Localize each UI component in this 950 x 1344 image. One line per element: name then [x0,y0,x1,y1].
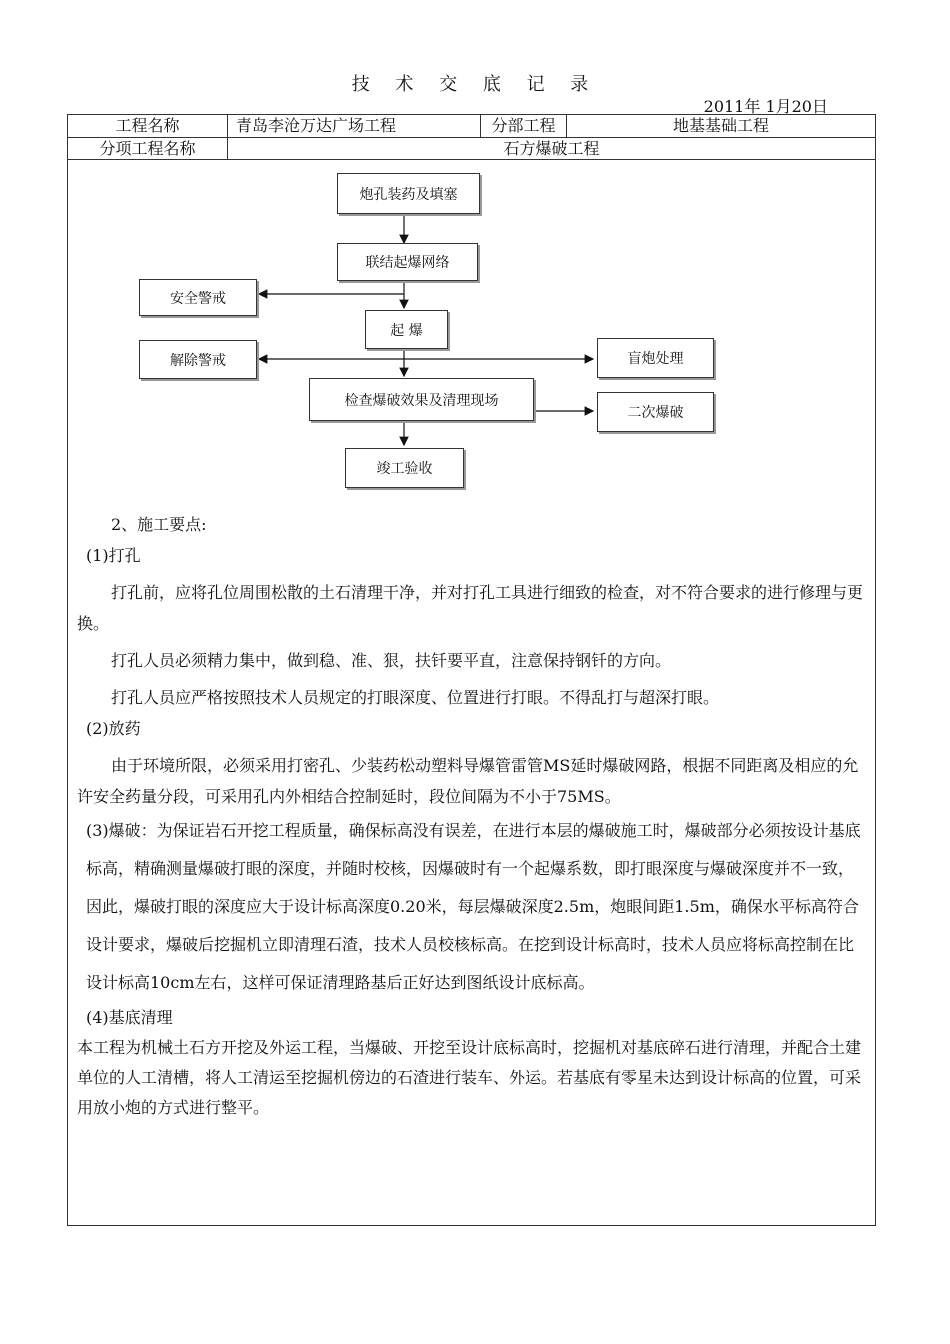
project-value: 青岛李沧万达广场工程 [228,115,481,137]
flow-step-detonate: 起 爆 [365,310,448,349]
blasting-paragraph: (3)爆破：为保证岩石开挖工程质量，确保标高没有误差，在进行本层的爆破施工时，爆破部分必须按设计基底标高，精确测量爆破打眼的深度，并随时校核，因爆破时有一个起爆系数，即打眼深度与爆破深度并不一致，因此，爆破打眼的深度应大于设计标高深度0.20米，每层爆破深度2.5m，炮眼间距1.5m，确保水平标高符合设计要求，爆破后挖掘机立即清理石渣，技术人员校核标高。在挖到设计标高时，技术人员应将标高控制在比设计标高10cm左右，这样可保证清理路基后正好达到图纸设计底标高。 [86,821,861,992]
header-row-subitem [68,138,875,160]
drilling-paragraph-1: 打孔前，应将孔位周围松散的土石清理干净，并对打孔工具进行细致的检查，对不符合要求的进行修理与更换。 [77,583,864,633]
document-date: 2011年 1月20日 [703,97,828,116]
flow-step-charge: 炮孔装药及填塞 [337,173,480,214]
arrow-to-secondary [534,392,593,411]
section-2-heading: 2、施工要点: [111,515,207,534]
division-label: 分部工程 [481,115,567,137]
section-cleaning-heading: (4)基底清理 [86,1008,173,1027]
flow-step-lift: 解除警戒 [139,340,257,379]
flow-step-safety: 安全警戒 [139,279,257,316]
drilling-paragraph-3: 打孔人员应严格按照技术人员规定的打眼深度、位置进行打眼。不得乱打与超深打眼。 [111,688,720,707]
flow-step-inspect: 检查爆破效果及清理现场 [309,378,534,421]
flow-step-misfire: 盲炮处理 [597,338,714,378]
flow-step-acceptance: 竣工验收 [345,448,464,488]
project-label: 工程名称 [68,115,228,137]
construction-points [77,509,867,1123]
section-drilling-heading: (1)打孔 [86,546,141,565]
section-charging-heading: (2)放药 [86,719,141,738]
header-row-project [68,115,875,138]
flow-step-connect: 联结起爆网络 [337,243,478,281]
division-value: 地基基础工程 [672,116,769,135]
cleaning-paragraph: 本工程为机械土石方开挖及外运工程，当爆破、开挖至设计底标高时，挖掘机对基底碎石进行清理，并配合土建单位的人工清槽，将人工清运至挖掘机傍边的石渣进行装车、外运。若基底有零星未达到设计标高的位置，可采用放小炮的方式进行整平。 [77,1038,862,1117]
drilling-paragraph-2: 打孔人员必须精力集中，做到稳、准、狠，扶钎要平直，注意保持钢钎的方向。 [111,651,672,670]
subitem-label: 分项工程名称 [68,138,228,159]
subitem-value: 石方爆破工程 [503,139,600,158]
record-sheet [67,114,876,1226]
charging-paragraph: 由于环境所限，必须采用打密孔、少装药松动塑料导爆管雷管MS延时爆破网路，根据不同距离及相应的允许安全药量分段，可采用孔内外相结合控制延时，段位间隔为不小于75MS。 [77,756,859,806]
document-title: 技 术 交 底 记 录 [351,74,599,95]
flow-step-secondary: 二次爆破 [597,392,714,432]
